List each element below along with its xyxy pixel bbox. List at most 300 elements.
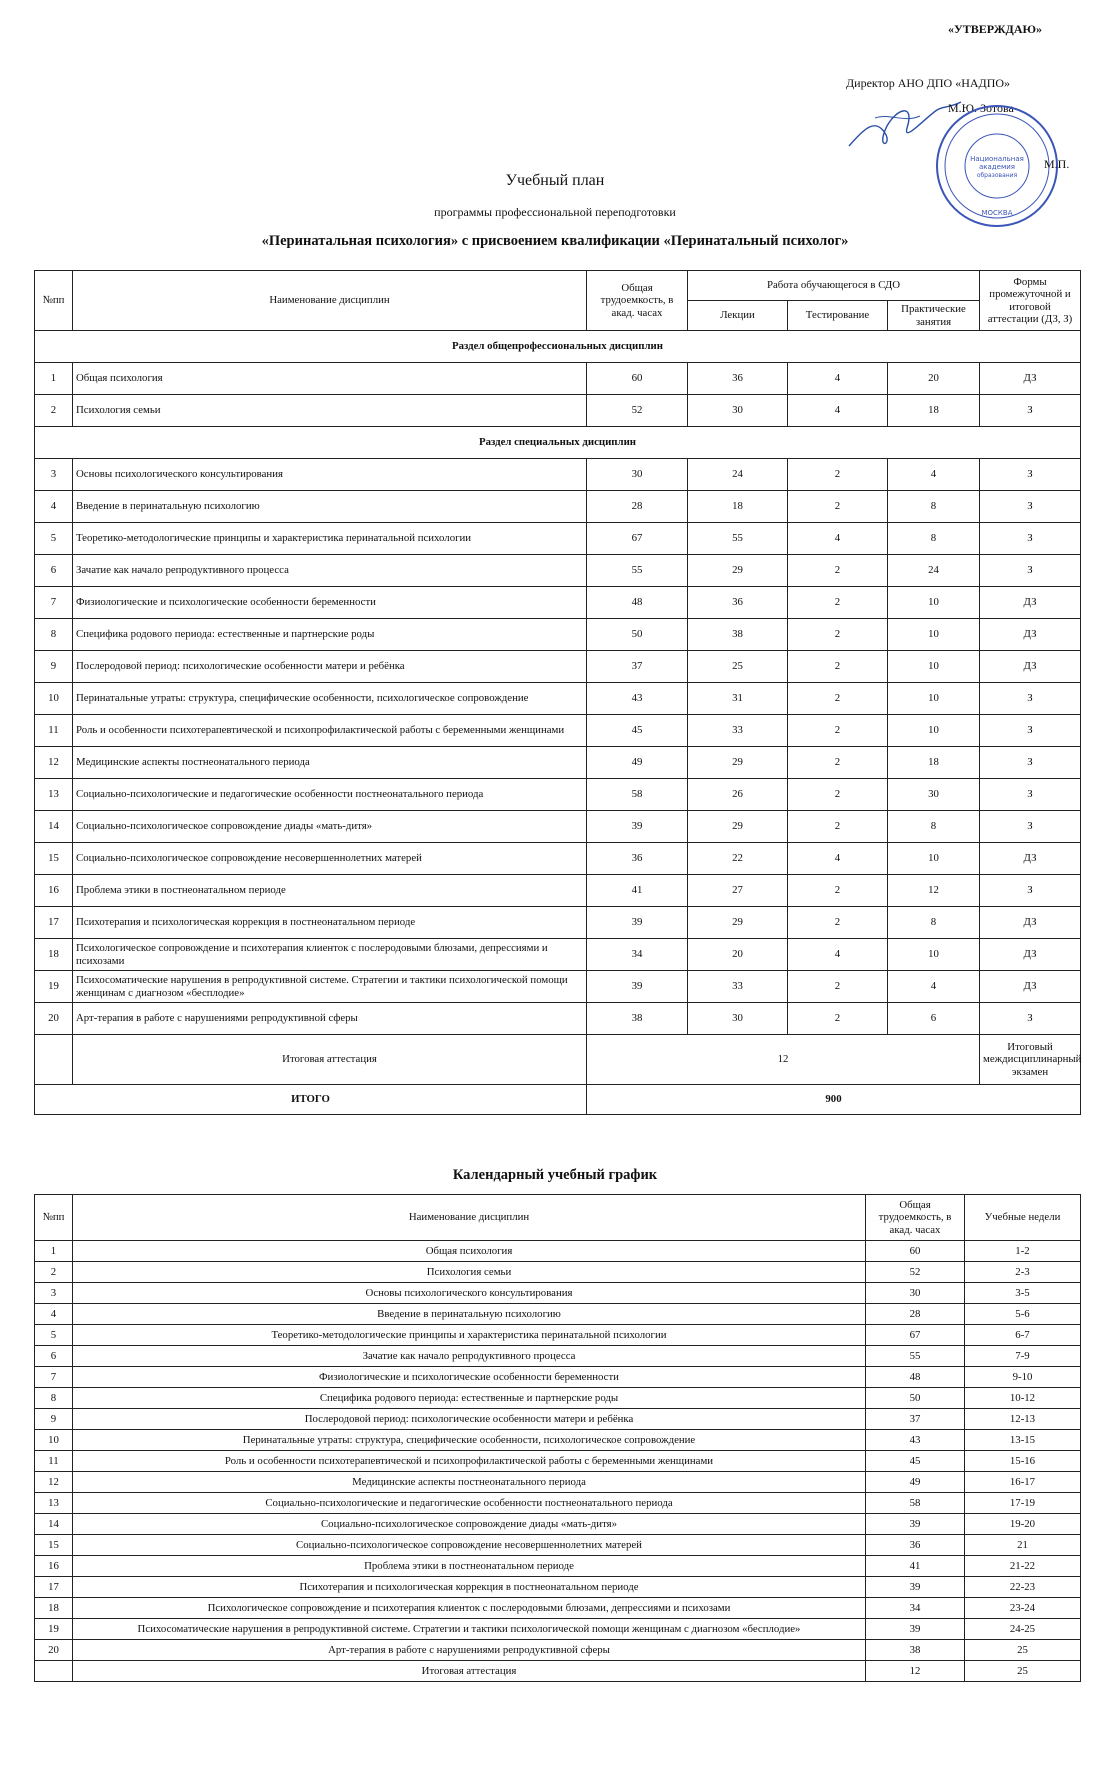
total-label: ИТОГО [35,1085,587,1115]
table-row [35,1493,1081,1514]
discipline-name: Теоретико-методологические принципы и характеристика перинатальной психологии [73,1325,866,1346]
discipline-name: Социально-психологическое сопровождение диады «мать-дитя» [73,811,587,843]
testing-hours: 2 [788,651,888,683]
row-number: 18 [35,1598,73,1619]
discipline-name: Арт-терапия в работе с нарушениями репродуктивной сферы [73,1003,587,1035]
stamp-place: М.П. [1044,157,1070,171]
calendar-table [34,1194,1081,1682]
discipline-name: Психосоматические нарушения в репродуктивной системе. Стратегии и тактики психологической помощи женщинам с диагнозом «бесплодие» [73,971,587,1003]
total-hours: 49 [866,1472,965,1493]
row-number: 17 [35,1577,73,1598]
table-row [35,1514,1081,1535]
row-number: 15 [35,843,73,875]
total-row [35,1085,1081,1115]
discipline-name: Послеродовой период: психологические особенности матери и ребёнка [73,651,587,683]
total-hours: 52 [866,1262,965,1283]
practice-hours: 10 [888,619,980,651]
table-row [35,1325,1081,1346]
total-hours: 60 [866,1241,965,1262]
table-row [35,1283,1081,1304]
study-weeks: 12-13 [965,1409,1081,1430]
total-hours: 67 [587,523,688,555]
table-row [35,811,1081,843]
study-weeks: 23-24 [965,1598,1081,1619]
col-header-work: Работа обучающегося в СДО [688,271,980,301]
total-hours: 52 [587,395,688,427]
total-hours: 36 [587,843,688,875]
total-hours: 39 [587,907,688,939]
total-hours: 28 [866,1304,965,1325]
testing-hours: 2 [788,555,888,587]
total-hours: 30 [866,1283,965,1304]
row-number: 13 [35,779,73,811]
table-row [35,779,1081,811]
approval-heading: «УТВЕРЖДАЮ» [947,22,1042,36]
row-number: 3 [35,1283,73,1304]
curriculum-table [34,270,1081,1115]
total-hours: 39 [587,811,688,843]
program-title: «Перинатальная психология» с присвоением квалификации «Перинатальный психолог» [261,233,849,249]
attestation-form: ДЗ [980,971,1081,1003]
col-header-name: Наименование дисциплин [73,271,587,331]
table-row [35,395,1081,427]
row-number: 14 [35,811,73,843]
final-attestation-row [35,1661,1081,1682]
lecture-hours: 22 [688,843,788,875]
study-weeks: 22-23 [965,1577,1081,1598]
practice-hours: 12 [888,875,980,907]
total-hours: 50 [587,619,688,651]
attestation-form: ДЗ [980,587,1081,619]
attestation-form: З [980,1003,1081,1035]
total-hours: 39 [866,1577,965,1598]
table-row [35,1367,1081,1388]
row-number: 17 [35,907,73,939]
total-hours: 37 [866,1409,965,1430]
row-number: 14 [35,1514,73,1535]
attestation-form: ДЗ [980,619,1081,651]
practice-hours: 8 [888,491,980,523]
total-hours: 37 [587,651,688,683]
discipline-name: Проблема этики в постнеонатальном периоде [73,1556,866,1577]
table-row [35,683,1081,715]
table-row [35,1472,1081,1493]
discipline-name: Теоретико-методологические принципы и характеристика перинатальной психологии [73,523,587,555]
svg-text:академия: академия [979,163,1015,171]
row-number: 6 [35,1346,73,1367]
practice-hours: 10 [888,939,980,971]
total-hours: 39 [866,1619,965,1640]
cal-header-total: Общая трудоемкость, в акад. часах [866,1195,965,1241]
discipline-name: Перинатальные утраты: структура, специфические особенности, психологическое сопровождение [73,1430,866,1451]
total-hours: 28 [587,491,688,523]
lecture-hours: 26 [688,779,788,811]
discipline-name: Послеродовой период: психологические особенности матери и ребёнка [73,1409,866,1430]
table-row [35,715,1081,747]
testing-hours: 2 [788,619,888,651]
table-row [35,1556,1081,1577]
row-number: 9 [35,651,73,683]
section-title: Раздел общепрофессиональных дисциплин [35,331,1081,363]
attestation-form: ДЗ [980,363,1081,395]
attestation-form: З [980,779,1081,811]
attestation-form: ДЗ [980,843,1081,875]
lecture-hours: 29 [688,811,788,843]
attestation-form: З [980,811,1081,843]
row-number: 19 [35,971,73,1003]
svg-text:образования: образования [976,172,1018,179]
row-number: 11 [35,1451,73,1472]
total-hours: 58 [866,1493,965,1514]
practice-hours: 10 [888,683,980,715]
attestation-form: З [980,459,1081,491]
total-hours: 60 [587,363,688,395]
table-row [35,971,1081,1003]
discipline-name: Медицинские аспекты постнеонатального периода [73,1472,866,1493]
row-number [35,1661,73,1682]
discipline-name: Физиологические и психологические особенности беременности [73,587,587,619]
lecture-hours: 30 [688,395,788,427]
row-number: 19 [35,1619,73,1640]
discipline-name: Социально-психологические и педагогические особенности постнеонатального периода [73,1493,866,1514]
table-row [35,491,1081,523]
table-row [35,1304,1081,1325]
attestation-form: З [980,715,1081,747]
testing-hours: 4 [788,363,888,395]
practice-hours: 10 [888,843,980,875]
table-row [35,555,1081,587]
svg-text:МОСКВА: МОСКВА [981,209,1013,217]
svg-text:Национальная: Национальная [970,155,1024,163]
testing-hours: 2 [788,971,888,1003]
attestation-form: ДЗ [980,907,1081,939]
practice-hours: 20 [888,363,980,395]
testing-hours: 2 [788,875,888,907]
col-header-lectures: Лекции [688,301,788,331]
row-number: 8 [35,619,73,651]
row-number: 12 [35,1472,73,1493]
discipline-name: Физиологические и психологические особенности беременности [73,1367,866,1388]
table-row [35,587,1081,619]
table-row [35,619,1081,651]
table-row [35,1262,1081,1283]
testing-hours: 2 [788,1003,888,1035]
discipline-name: Психологическое сопровождение и психотерапия клиенток с послеродовыми блюзами, депрессиями и психозами [73,939,587,971]
total-hours: 38 [587,1003,688,1035]
discipline-name: Психология семьи [73,395,587,427]
section-general [35,331,1081,363]
total-hours: 38 [866,1640,965,1661]
discipline-name: Роль и особенности психотерапевтической и психопрофилактической работы с беременными женщинами [73,1451,866,1472]
page-subtitle: программы профессиональной переподготовки [434,205,676,219]
study-weeks: 17-19 [965,1493,1081,1514]
discipline-name: Медицинские аспекты постнеонатального периода [73,747,587,779]
row-number: 1 [35,1241,73,1262]
discipline-name: Проблема этики в постнеонатальном периоде [73,875,587,907]
study-weeks: 10-12 [965,1388,1081,1409]
discipline-name: Общая психология [73,1241,866,1262]
study-weeks: 2-3 [965,1262,1081,1283]
total-hours: 45 [866,1451,965,1472]
table-row [35,1409,1081,1430]
practice-hours: 8 [888,811,980,843]
study-weeks: 21-22 [965,1556,1081,1577]
attestation-form: ДЗ [980,651,1081,683]
section-title: Раздел специальных дисциплин [35,427,1081,459]
table-row [35,907,1081,939]
discipline-name: Введение в перинатальную психологию [73,1304,866,1325]
discipline-name: Психологическое сопровождение и психотерапия клиенток с послеродовыми блюзами, депрессиями и психозами [73,1598,866,1619]
testing-hours: 2 [788,907,888,939]
study-weeks: 21 [965,1535,1081,1556]
discipline-name: Психотерапия и психологическая коррекция в постнеонатальном периоде [73,1577,866,1598]
final-hours: 12 [587,1035,980,1085]
study-weeks: 16-17 [965,1472,1081,1493]
practice-hours: 10 [888,651,980,683]
practice-hours: 24 [888,555,980,587]
final-attestation-row [35,1035,1081,1085]
table-row [35,747,1081,779]
row-number: 11 [35,715,73,747]
table-row [35,1451,1081,1472]
row-number: 5 [35,523,73,555]
row-number: 2 [35,1262,73,1283]
total-hours: 48 [866,1367,965,1388]
row-number: 1 [35,363,73,395]
row-number: 16 [35,1556,73,1577]
lecture-hours: 30 [688,1003,788,1035]
attestation-form: З [980,875,1081,907]
discipline-name: Итоговая аттестация [73,1661,866,1682]
table-row [35,1003,1081,1035]
row-number: 7 [35,587,73,619]
lecture-hours: 20 [688,939,788,971]
section-special [35,427,1081,459]
study-weeks: 5-6 [965,1304,1081,1325]
total-hours: 41 [587,875,688,907]
cal-header-weeks: Учебные недели [965,1195,1081,1241]
discipline-name: Специфика родового периода: естественные и партнерские роды [73,619,587,651]
practice-hours: 30 [888,779,980,811]
cal-header-name: Наименование дисциплин [73,1195,866,1241]
lecture-hours: 29 [688,907,788,939]
row-number: 20 [35,1003,73,1035]
lecture-hours: 31 [688,683,788,715]
lecture-hours: 33 [688,715,788,747]
total-hours: 49 [587,747,688,779]
study-weeks: 25 [965,1661,1081,1682]
study-weeks: 6-7 [965,1325,1081,1346]
table-row [35,523,1081,555]
study-weeks: 1-2 [965,1241,1081,1262]
testing-hours: 2 [788,747,888,779]
table-row [35,1535,1081,1556]
row-number: 18 [35,939,73,971]
lecture-hours: 36 [688,363,788,395]
row-number: 4 [35,1304,73,1325]
final-label: Итоговая аттестация [73,1035,587,1085]
attestation-form: З [980,523,1081,555]
discipline-name: Роль и особенности психотерапевтической и психопрофилактической работы с беременными женщинами [73,715,587,747]
discipline-name: Основы психологического консультирования [73,1283,866,1304]
practice-hours: 8 [888,907,980,939]
practice-hours: 4 [888,971,980,1003]
attestation-form: З [980,395,1081,427]
table-row [35,1619,1081,1640]
row-number: 20 [35,1640,73,1661]
total-hours: 30 [587,459,688,491]
attestation-form: З [980,555,1081,587]
discipline-name: Арт-терапия в работе с нарушениями репродуктивной сферы [73,1640,866,1661]
total-hours: 58 [587,779,688,811]
row-number: 7 [35,1367,73,1388]
col-header-forms: Формы промежуточной и итоговой аттестации (ДЗ, З) [980,271,1081,331]
discipline-name: Социально-психологические и педагогические особенности постнеонатального периода [73,779,587,811]
total-hours: 55 [587,555,688,587]
testing-hours: 4 [788,395,888,427]
lecture-hours: 38 [688,619,788,651]
study-weeks: 13-15 [965,1430,1081,1451]
study-weeks: 15-16 [965,1451,1081,1472]
attestation-form: ДЗ [980,939,1081,971]
testing-hours: 2 [788,811,888,843]
table-row [35,1241,1081,1262]
total-hours: 45 [587,715,688,747]
table-row [35,875,1081,907]
row-number: 3 [35,459,73,491]
discipline-name: Социально-психологическое сопровождение диады «мать-дитя» [73,1514,866,1535]
discipline-name: Перинатальные утраты: структура, специфические особенности, психологическое сопровождение [73,683,587,715]
practice-hours: 8 [888,523,980,555]
table-row [35,1598,1081,1619]
col-header-total: Общая трудоемкость, в акад. часах [587,271,688,331]
testing-hours: 4 [788,523,888,555]
table-row [35,363,1081,395]
row-number: 2 [35,395,73,427]
total-hours: 43 [866,1430,965,1451]
study-weeks: 24-25 [965,1619,1081,1640]
study-weeks: 3-5 [965,1283,1081,1304]
row-number: 15 [35,1535,73,1556]
practice-hours: 6 [888,1003,980,1035]
discipline-name: Основы психологического консультирования [73,459,587,491]
table-row [35,1346,1081,1367]
total-hours: 34 [866,1598,965,1619]
total-hours: 36 [866,1535,965,1556]
study-weeks: 25 [965,1640,1081,1661]
lecture-hours: 24 [688,459,788,491]
col-header-testing: Тестирование [788,301,888,331]
total-hours: 39 [587,971,688,1003]
practice-hours: 4 [888,459,980,491]
lecture-hours: 29 [688,747,788,779]
discipline-name: Психосоматические нарушения в репродуктивной системе. Стратегии и тактики психологической помощи женщинам с диагнозом «бесплодие» [73,1619,866,1640]
row-number: 4 [35,491,73,523]
lecture-hours: 33 [688,971,788,1003]
study-weeks: 9-10 [965,1367,1081,1388]
total-value: 900 [587,1085,1081,1115]
testing-hours: 2 [788,587,888,619]
col-header-num: №пп [35,271,73,331]
table-row [35,939,1081,971]
total-hours: 43 [587,683,688,715]
table-row [35,1577,1081,1598]
table-row [35,1640,1081,1661]
discipline-name: Общая психология [73,363,587,395]
cal-header-num: №пп [35,1195,73,1241]
table-row [35,1430,1081,1451]
testing-hours: 2 [788,683,888,715]
table-row [35,1388,1081,1409]
director-name: М.Ю. Зотова [948,101,1014,115]
lecture-hours: 55 [688,523,788,555]
row-number: 6 [35,555,73,587]
testing-hours: 2 [788,715,888,747]
lecture-hours: 25 [688,651,788,683]
director-title: Директор АНО ДПО «НАДПО» [846,76,1011,90]
lecture-hours: 36 [688,587,788,619]
discipline-name: Введение в перинатальную психологию [73,491,587,523]
calendar-title: Календарный учебный график [452,1167,658,1183]
testing-hours: 4 [788,843,888,875]
row-number: 12 [35,747,73,779]
row-number: 10 [35,683,73,715]
col-header-practice: Практические занятия [888,301,980,331]
discipline-name: Социально-психологическое сопровождение несовершеннолетних матерей [73,1535,866,1556]
discipline-name: Психотерапия и психологическая коррекция в постнеонатальном периоде [73,907,587,939]
total-hours: 34 [587,939,688,971]
attestation-form: З [980,491,1081,523]
final-form: Итоговый междисциплинарный экзамен [980,1035,1081,1085]
table-row [35,651,1081,683]
row-number: 9 [35,1409,73,1430]
empty-cell [35,1035,73,1085]
total-hours: 41 [866,1556,965,1577]
practice-hours: 18 [888,395,980,427]
attestation-form: З [980,683,1081,715]
row-number: 8 [35,1388,73,1409]
testing-hours: 2 [788,779,888,811]
total-hours: 55 [866,1346,965,1367]
row-number: 16 [35,875,73,907]
discipline-name: Зачатие как начало репродуктивного процесса [73,555,587,587]
discipline-name: Психология семьи [73,1262,866,1283]
lecture-hours: 27 [688,875,788,907]
lecture-hours: 29 [688,555,788,587]
total-hours: 39 [866,1514,965,1535]
discipline-name: Зачатие как начало репродуктивного процесса [73,1346,866,1367]
total-hours: 67 [866,1325,965,1346]
study-weeks: 7-9 [965,1346,1081,1367]
table-row [35,843,1081,875]
lecture-hours: 18 [688,491,788,523]
total-hours: 12 [866,1661,965,1682]
row-number: 10 [35,1430,73,1451]
total-hours: 50 [866,1388,965,1409]
practice-hours: 10 [888,715,980,747]
total-hours: 48 [587,587,688,619]
attestation-form: З [980,747,1081,779]
row-number: 5 [35,1325,73,1346]
study-weeks: 19-20 [965,1514,1081,1535]
testing-hours: 4 [788,939,888,971]
discipline-name: Специфика родового периода: естественные и партнерские роды [73,1388,866,1409]
page-title: Учебный план [505,172,605,189]
table-row [35,459,1081,491]
practice-hours: 10 [888,587,980,619]
practice-hours: 18 [888,747,980,779]
discipline-name: Социально-психологическое сопровождение несовершеннолетних матерей [73,843,587,875]
